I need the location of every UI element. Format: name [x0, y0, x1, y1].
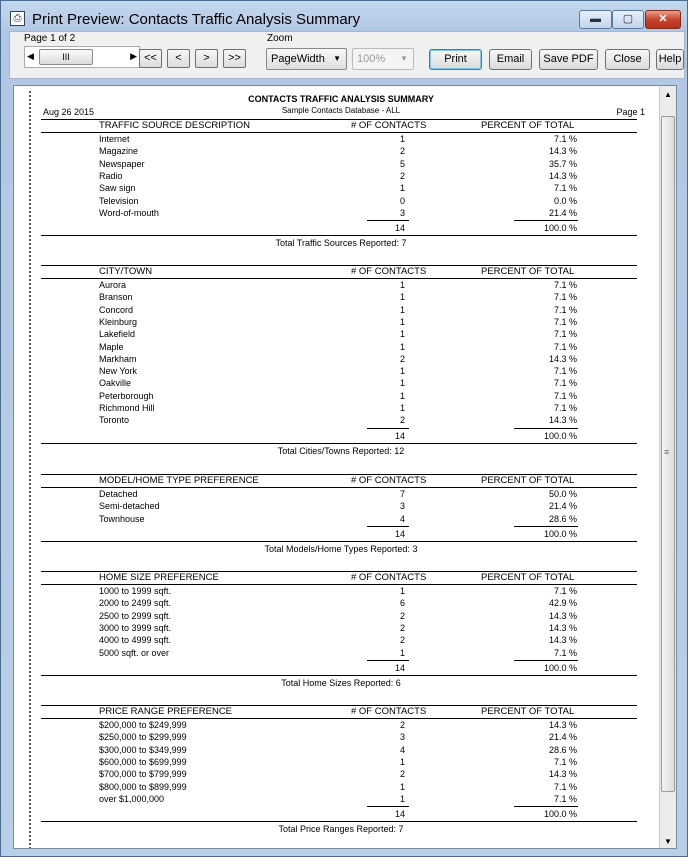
scroll-up-icon[interactable]: ▲ — [664, 90, 672, 99]
scroll-right-icon[interactable]: ▶ — [130, 51, 137, 61]
row-label: Maple — [99, 341, 124, 352]
minimize-button[interactable]: ▬ — [579, 10, 612, 29]
row-label: Townhouse — [99, 513, 145, 524]
row-percent: 7.1 % — [553, 756, 577, 767]
row-count: 1 — [399, 366, 405, 377]
table-row — [31, 403, 651, 415]
table-row — [31, 794, 651, 806]
row-label: Aurora — [99, 280, 127, 290]
percent-column-header: PERCENT OF TOTAL — [481, 475, 575, 486]
row-label: 2500 to 2999 sqft. — [99, 610, 172, 621]
row-count: 7 — [399, 489, 405, 499]
row-count: 2 — [399, 720, 405, 730]
row-label: 5000 sqft. or over — [99, 647, 170, 658]
table-row — [31, 280, 651, 292]
row-label: Lakefield — [99, 329, 136, 340]
table-row — [31, 159, 651, 171]
row-label: Semi-detached — [99, 501, 160, 512]
count-subtotal-line — [367, 660, 409, 661]
total-rule — [41, 541, 637, 542]
row-count: 2 — [399, 635, 405, 646]
row-label: Internet — [99, 134, 130, 144]
row-percent: 14.3 % — [548, 720, 577, 730]
row-label: 2000 to 2499 sqft. — [99, 598, 172, 609]
row-count: 1 — [399, 390, 405, 401]
row-percent: 7.1 % — [553, 793, 577, 804]
table-row — [31, 745, 651, 757]
row-percent: 7.1 % — [553, 403, 577, 413]
row-count: 1 — [399, 647, 405, 658]
total-count: 14 — [394, 809, 405, 820]
row-count: 1 — [399, 304, 405, 315]
row-percent: 7.1 % — [553, 378, 577, 389]
close-window-button[interactable]: ✕ — [645, 10, 681, 29]
row-percent: 21.4 % — [548, 207, 577, 218]
table-row — [31, 208, 651, 220]
report — [29, 91, 649, 849]
table-row — [31, 415, 651, 427]
header-underline — [41, 132, 637, 133]
table-row — [31, 782, 651, 794]
table-row — [31, 366, 651, 378]
percent-column-header: PERCENT OF TOTAL — [481, 266, 575, 277]
print-button[interactable]: Print — [429, 49, 482, 70]
previous-page-button[interactable]: < — [167, 49, 190, 68]
row-percent: 7.1 % — [553, 316, 577, 327]
count-subtotal-line — [367, 806, 409, 807]
total-percent: 100.0 % — [543, 662, 577, 673]
row-label: $600,000 to $699,999 — [99, 756, 187, 767]
row-label: $800,000 to $899,999 — [99, 781, 187, 792]
zoom-mode-select[interactable] — [266, 48, 347, 70]
table-row — [31, 171, 651, 183]
row-count: 2 — [399, 622, 405, 633]
contacts-column-header: # OF CONTACTS — [351, 475, 427, 486]
row-count: 1 — [399, 378, 405, 389]
row-percent: 14.3 % — [548, 622, 577, 633]
header-underline — [41, 584, 637, 585]
row-label: 1000 to 1999 sqft. — [99, 586, 172, 596]
row-percent: 21.4 % — [548, 501, 577, 512]
total-rule — [41, 235, 637, 236]
row-count: 1 — [399, 183, 405, 194]
table-row — [31, 489, 651, 501]
row-label: Television — [99, 195, 139, 206]
row-count: 1 — [399, 134, 405, 144]
report-section — [31, 119, 651, 249]
row-count: 5 — [399, 158, 405, 169]
row-label: $700,000 to $799,999 — [99, 769, 187, 780]
zoom-percent-value: 100% — [357, 53, 386, 65]
table-row — [31, 598, 651, 610]
count-subtotal-line — [367, 220, 409, 221]
row-label: Toronto — [99, 415, 130, 426]
section-header: MODEL/HOME TYPE PREFERENCE — [99, 475, 259, 486]
row-label: $200,000 to $249,999 — [99, 720, 187, 730]
row-label: Oakville — [99, 378, 132, 389]
total-count: 14 — [394, 430, 405, 441]
row-percent: 7.1 % — [553, 329, 577, 340]
zoom-percent-select[interactable] — [352, 48, 414, 70]
row-label: Word-of-mouth — [99, 207, 159, 218]
grip-icon: ≡ — [664, 447, 670, 457]
row-percent: 14.3 % — [548, 353, 577, 364]
row-count: 4 — [399, 513, 405, 524]
row-count: 0 — [399, 195, 405, 206]
row-percent: 7.1 % — [553, 366, 577, 377]
table-row — [31, 391, 651, 403]
total-rule — [41, 675, 637, 676]
first-page-button[interactable]: << — [139, 49, 162, 68]
row-label: $300,000 to $349,999 — [99, 744, 187, 755]
row-label: Peterborough — [99, 390, 154, 401]
row-percent: 14.3 % — [548, 635, 577, 646]
percent-subtotal-line — [514, 526, 578, 527]
table-row — [31, 586, 651, 598]
row-percent: 7.1 % — [553, 781, 577, 792]
row-count: 1 — [399, 756, 405, 767]
row-label: Newspaper — [99, 158, 145, 169]
page-scroll-thumb[interactable]: III — [39, 49, 93, 65]
table-row — [31, 378, 651, 390]
report-page — [14, 86, 660, 849]
percent-column-header: PERCENT OF TOTAL — [481, 706, 575, 717]
percent-column-header: PERCENT OF TOTAL — [481, 572, 575, 583]
chevron-down-icon: ▼ — [333, 54, 341, 63]
row-percent: 35.7 % — [548, 158, 577, 169]
table-row — [31, 611, 651, 623]
last-page-button[interactable]: >> — [223, 49, 246, 68]
table-row — [31, 354, 651, 366]
row-percent: 7.1 % — [553, 647, 577, 658]
table-row — [31, 720, 651, 732]
contacts-column-header: # OF CONTACTS — [351, 120, 427, 131]
total-percent: 100.0 % — [543, 528, 577, 539]
total-percent: 100.0 % — [543, 223, 577, 234]
percent-column-header: PERCENT OF TOTAL — [481, 120, 575, 131]
report-section — [31, 474, 651, 554]
table-row — [31, 329, 651, 341]
row-count: 1 — [399, 329, 405, 340]
total-percent: 100.0 % — [543, 430, 577, 441]
title-bar[interactable] — [1, 1, 688, 31]
row-count: 2 — [399, 146, 405, 157]
report-page-number: Page 1 — [616, 107, 645, 117]
total-count: 14 — [394, 223, 405, 234]
vertical-scrollbar[interactable] — [659, 86, 676, 849]
percent-subtotal-line — [514, 806, 578, 807]
total-count: 14 — [394, 662, 405, 673]
table-row — [31, 292, 651, 304]
row-label: Richmond Hill — [99, 403, 155, 413]
table-row — [31, 623, 651, 635]
section-footer: Total Price Ranges Reported: 7 — [278, 824, 404, 835]
header-underline — [41, 487, 637, 488]
table-row — [31, 317, 651, 329]
row-label: New York — [99, 366, 138, 377]
table-row — [31, 514, 651, 526]
row-label: Radio — [99, 170, 123, 181]
row-percent: 7.1 % — [553, 586, 577, 596]
section-header: TRAFFIC SOURCE DESCRIPTION — [99, 120, 250, 131]
contacts-column-header: # OF CONTACTS — [351, 572, 427, 583]
contacts-column-header: # OF CONTACTS — [351, 266, 427, 277]
row-label: Saw sign — [99, 183, 136, 194]
header-underline — [41, 278, 637, 279]
row-percent: 42.9 % — [548, 598, 577, 609]
row-percent: 21.4 % — [548, 732, 577, 743]
row-count: 1 — [399, 292, 405, 303]
section-footer: Total Traffic Sources Reported: 7 — [275, 238, 407, 249]
row-count: 1 — [399, 793, 405, 804]
header-underline — [41, 718, 637, 719]
zoom-label: Zoom — [267, 33, 293, 44]
table-row — [31, 732, 651, 744]
section-footer: Total Models/Home Types Reported: 3 — [264, 543, 418, 554]
maximize-button[interactable]: ▢ — [612, 10, 644, 29]
section-footer: Total Home Sizes Reported: 6 — [281, 677, 401, 688]
row-label: Magazine — [99, 146, 139, 157]
report-section — [31, 265, 651, 456]
row-percent: 14.3 % — [548, 415, 577, 426]
row-count: 2 — [399, 415, 405, 426]
email-button[interactable]: Email — [489, 49, 532, 70]
row-count: 2 — [399, 610, 405, 621]
report-title: CONTACTS TRAFFIC ANALYSIS SUMMARY — [248, 94, 434, 104]
table-row — [31, 305, 651, 317]
table-row — [31, 769, 651, 781]
section-header: CITY/TOWN — [99, 266, 153, 277]
row-percent: 14.3 % — [548, 170, 577, 181]
count-subtotal-line — [367, 526, 409, 527]
scroll-thumb[interactable] — [661, 116, 675, 792]
table-row — [31, 648, 651, 660]
row-label: Branson — [99, 292, 133, 303]
row-percent: 28.6 % — [548, 744, 577, 755]
row-count: 3 — [399, 501, 405, 512]
table-row — [31, 757, 651, 769]
total-count: 14 — [394, 528, 405, 539]
row-percent: 7.1 % — [553, 134, 577, 144]
row-percent: 14.3 % — [548, 610, 577, 621]
row-label: 4000 to 4999 sqft. — [99, 635, 172, 646]
window-title: Print Preview: Contacts Traffic Analysis Summary — [32, 11, 361, 28]
table-row — [31, 635, 651, 647]
row-percent: 7.1 % — [553, 341, 577, 352]
table-row — [31, 342, 651, 354]
percent-subtotal-line — [514, 660, 578, 661]
table-row — [31, 501, 651, 513]
row-label: over $1,000,000 — [99, 793, 165, 804]
row-label: Markham — [99, 353, 137, 364]
help-button[interactable]: Help — [656, 49, 684, 70]
row-label: Concord — [99, 304, 134, 315]
row-count: 1 — [399, 341, 405, 352]
page-scrollbar[interactable] — [24, 46, 140, 68]
save-pdf-button[interactable]: Save PDF — [539, 49, 598, 70]
table-row — [31, 183, 651, 195]
row-label: Kleinburg — [99, 316, 138, 327]
section-header: HOME SIZE PREFERENCE — [99, 572, 219, 583]
total-rule — [41, 821, 637, 822]
count-subtotal-line — [367, 428, 409, 429]
row-count: 2 — [399, 353, 405, 364]
toolbar — [9, 31, 685, 79]
row-percent: 7.1 % — [553, 280, 577, 290]
next-page-button[interactable]: > — [195, 49, 218, 68]
print-preview-icon: ⎙ — [10, 11, 25, 26]
row-count: 1 — [399, 586, 405, 596]
total-rule — [41, 443, 637, 444]
row-percent: 7.1 % — [553, 292, 577, 303]
row-count: 6 — [399, 598, 405, 609]
percent-subtotal-line — [514, 428, 578, 429]
scroll-left-icon[interactable]: ◀ — [27, 51, 34, 61]
total-percent: 100.0 % — [543, 809, 577, 820]
report-subtitle: Sample Contacts Database - ALL — [281, 106, 401, 115]
percent-subtotal-line — [514, 220, 578, 221]
report-section — [31, 571, 651, 688]
row-label: $250,000 to $299,999 — [99, 732, 187, 743]
row-percent: 14.3 % — [548, 769, 577, 780]
chevron-down-icon: ▼ — [400, 54, 408, 63]
section-footer: Total Cities/Towns Reported: 12 — [277, 445, 405, 456]
row-percent: 7.1 % — [553, 390, 577, 401]
report-section — [31, 705, 651, 835]
row-count: 3 — [399, 207, 405, 218]
row-percent: 7.1 % — [553, 304, 577, 315]
table-row — [31, 196, 651, 208]
row-count: 2 — [399, 170, 405, 181]
preview-area[interactable] — [13, 85, 677, 849]
row-percent: 50.0 % — [548, 489, 577, 499]
contacts-column-header: # OF CONTACTS — [351, 706, 427, 717]
close-button[interactable]: Close — [605, 49, 650, 70]
scroll-down-icon[interactable]: ▼ — [664, 837, 672, 846]
row-percent: 28.6 % — [548, 513, 577, 524]
row-count: 1 — [399, 781, 405, 792]
row-count: 1 — [399, 316, 405, 327]
row-label: 3000 to 3999 sqft. — [99, 622, 172, 633]
section-header: PRICE RANGE PREFERENCE — [99, 706, 233, 717]
row-count: 2 — [399, 769, 405, 780]
row-count: 3 — [399, 732, 405, 743]
report-date: Aug 26 2015 — [43, 107, 95, 117]
table-row — [31, 134, 651, 146]
row-percent: 14.3 % — [548, 146, 577, 157]
row-count: 4 — [399, 744, 405, 755]
row-percent: 7.1 % — [553, 183, 577, 194]
row-count: 1 — [399, 403, 405, 413]
table-row — [31, 146, 651, 158]
zoom-mode-value: PageWidth — [271, 53, 325, 65]
row-percent: 0.0 % — [553, 195, 577, 206]
row-label: Detached — [99, 489, 138, 499]
page-indicator: Page 1 of 2 — [24, 33, 76, 44]
row-count: 1 — [399, 280, 405, 290]
